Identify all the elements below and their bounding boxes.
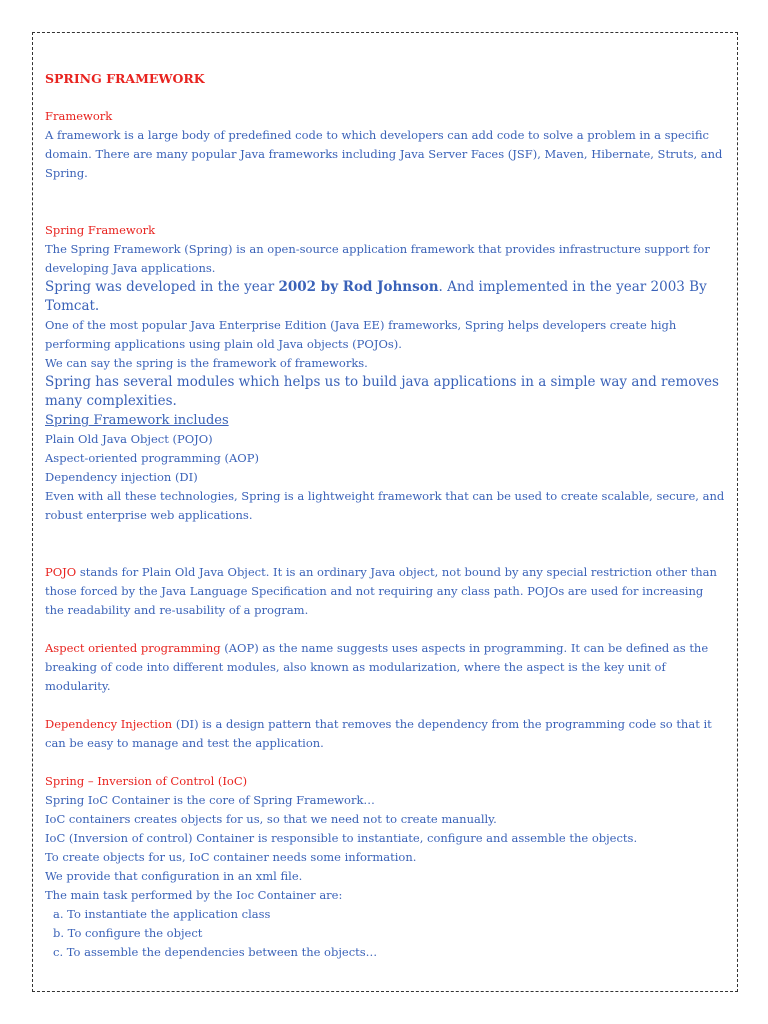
spring-history-bold: 2002 by Rod Johnson — [278, 279, 439, 295]
ioc-line: We provide that configuration in an xml file. — [45, 869, 303, 883]
ioc-line: IoC containers creates objects for us, so that we need not to create manually. — [45, 812, 497, 826]
framework-heading: Framework — [45, 109, 113, 123]
document-title: SPRING FRAMEWORK — [45, 71, 205, 86]
ioc-task-item: b. To configure the object — [53, 926, 203, 940]
spring-includes-item: Dependency injection (DI) — [45, 470, 198, 484]
aop-term: Aspect oriented programming — [45, 641, 221, 655]
spring-framework-heading: Spring Framework — [45, 223, 156, 237]
spring-includes-heading: Spring Framework includes — [45, 413, 229, 428]
pojo-paragraph: POJO stands for Plain Old Java Object. It is an ordinary Java object, not bound by any special restriction other than those forced by the Java Language Specification and not requiring any class path. POJOs are used for increasing the readability and re-usability of a program. — [45, 565, 717, 617]
di-term: Dependency Injection — [45, 717, 173, 731]
di-paragraph: Dependency Injection (DI) is a design pattern that removes the dependency from the programming code so that it can be easy to manage and test the application. — [45, 717, 712, 750]
spring-modules-text: Spring has several modules which helps us to build java applications in a simple way and removes many complexities. — [45, 374, 719, 409]
ioc-heading: Spring – Inversion of Control (IoC) — [45, 774, 248, 788]
aop-paragraph: Aspect oriented programming (AOP) as the name suggests uses aspects in programming. It can be defined as the breaking of code into different modules, also known as modularization, where the aspect is the key unit of modularity. — [45, 641, 709, 693]
spring-includes-item: Plain Old Java Object (POJO) — [45, 432, 213, 446]
framework-text: A framework is a large body of predefined code to which developers can add code to solve a problem in a specific domain. There are many popular Java frameworks including Java Server Faces (JSF), Maven, Hibernate, Struts, and Spring. — [45, 128, 723, 180]
spring-includes-item: Aspect-oriented programming (AOP) — [45, 451, 259, 465]
document-page — [32, 32, 738, 992]
spring-popularity-text: One of the most popular Java Enterprise Edition (Java EE) frameworks, Spring helps developers create high performing applications using plain old Java objects (POJOs). — [45, 318, 677, 351]
ioc-line: IoC (Inversion of control) Container is responsible to instantiate, configure and assemble the objects. — [45, 831, 638, 845]
spring-lightweight-text: Even with all these technologies, Spring is a lightweight framework that can be used to create scalable, secure, and robust enterprise web applications. — [45, 489, 725, 522]
spring-framework-of-frameworks-text: We can say the spring is the framework of frameworks. — [45, 356, 368, 370]
ioc-line: The main task performed by the Ioc Container are: — [45, 888, 343, 902]
document-content — [45, 69, 725, 962]
ioc-task-item: a. To instantiate the application class — [53, 907, 271, 921]
spring-intro-text: The Spring Framework (Spring) is an open-source application framework that provides infrastructure support for developing Java applications. — [45, 242, 710, 275]
spring-history-text: Spring was developed in the year 2002 by Rod Johnson. And implemented in the year 2003 By Tomcat. — [45, 279, 707, 314]
ioc-task-item: c. To assemble the dependencies between the objects… — [53, 945, 378, 959]
ioc-line: To create objects for us, IoC container needs some information. — [45, 850, 417, 864]
pojo-term: POJO — [45, 565, 77, 579]
ioc-line: Spring IoC Container is the core of Spring Framework… — [45, 793, 375, 807]
